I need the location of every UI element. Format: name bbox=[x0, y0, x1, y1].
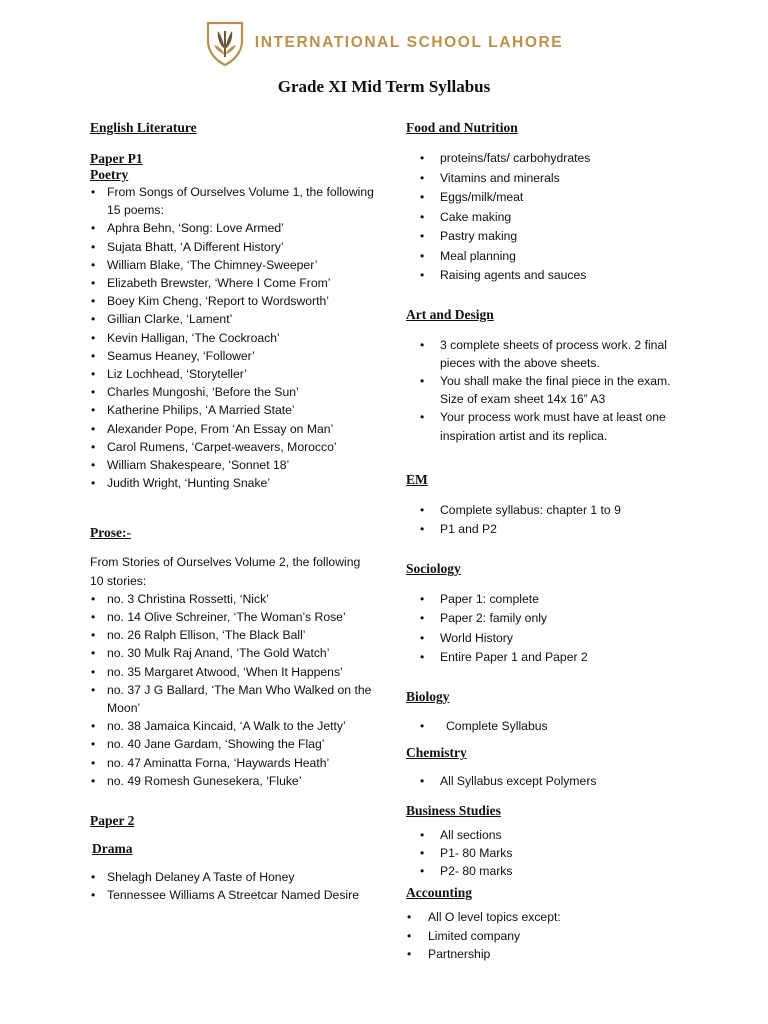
list-item: • Complete Syllabus bbox=[406, 717, 696, 737]
list-item: • Tennessee Williams A Streetcar Named Desire bbox=[90, 886, 375, 904]
list-item: • Meal planning bbox=[406, 247, 696, 267]
list-item: • 3 complete sheets of process work. 2 final pieces with the above sheets. bbox=[406, 336, 696, 372]
prose-heading: Prose:- bbox=[90, 525, 131, 541]
list-item: • Liz Lochhead, ‘Storyteller’ bbox=[90, 365, 375, 383]
chemistry-heading: Chemistry bbox=[406, 745, 467, 761]
paper-p1-heading: Paper P1 bbox=[90, 151, 143, 166]
em-list bbox=[406, 501, 696, 540]
em-heading: EM bbox=[406, 471, 428, 487]
right-column bbox=[406, 119, 696, 963]
food-nutrition-heading: Food and Nutrition bbox=[406, 120, 518, 135]
list-item: • All sections bbox=[406, 826, 696, 844]
list-item: • Raising agents and sauces bbox=[406, 266, 696, 286]
list-item: • All Syllabus except Polymers bbox=[406, 772, 696, 792]
poetry-list bbox=[90, 183, 375, 492]
list-item: • no. 49 Romesh Gunesekera, ‘Fluke’ bbox=[90, 772, 375, 790]
list-item: • Boey Kim Cheng, ‘Report to Wordsworth’ bbox=[90, 292, 375, 310]
biology-list bbox=[406, 717, 696, 737]
drama-list bbox=[90, 868, 375, 904]
list-item: • Vitamins and minerals bbox=[406, 169, 696, 189]
list-item: • Kevin Halligan, ‘The Cockroach’ bbox=[90, 329, 375, 347]
biology-heading: Biology bbox=[406, 688, 450, 704]
list-item: • no. 30 Mulk Raj Anand, ‘The Gold Watch’ bbox=[90, 644, 375, 662]
list-item: • P2- 80 marks bbox=[406, 862, 696, 880]
list-item: • Aphra Behn, ‘Song: Love Armed’ bbox=[90, 219, 375, 237]
accounting-heading: Accounting bbox=[406, 885, 473, 901]
list-item: • Shelagh Delaney A Taste of Honey bbox=[90, 868, 375, 886]
list-item: • Seamus Heaney, ‘Follower’ bbox=[90, 347, 375, 365]
art-design-list bbox=[406, 336, 696, 445]
business-studies-heading: Business Studies bbox=[406, 802, 501, 818]
prose-list bbox=[90, 590, 375, 790]
list-item: • no. 14 Olive Schreiner, ‘The Woman’s Rose’ bbox=[90, 608, 375, 626]
list-item: • P1 and P2 bbox=[406, 520, 696, 540]
business-studies-list bbox=[406, 826, 696, 881]
list-item: • Eggs/milk/meat bbox=[406, 188, 696, 208]
sociology-heading: Sociology bbox=[406, 560, 461, 576]
page-title: Grade XI Mid Term Syllabus bbox=[277, 77, 491, 96]
school-header bbox=[0, 18, 768, 68]
list-item: • You shall make the final piece in the exam. Size of exam sheet 14x 16” A3 bbox=[406, 372, 696, 408]
list-item: • no. 40 Jane Gardam, ‘Showing the Flag’ bbox=[90, 735, 375, 753]
accounting-list bbox=[406, 908, 696, 963]
list-item: • Limited company bbox=[406, 927, 696, 945]
list-item: • William Blake, ‘The Chimney-Sweeper’ bbox=[90, 256, 375, 274]
list-item: • Katherine Philips, ‘A Married State’ bbox=[90, 401, 375, 419]
left-column bbox=[90, 119, 375, 905]
food-nutrition-list bbox=[406, 149, 696, 286]
list-item: • Elizabeth Brewster, ‘Where I Come From’ bbox=[90, 274, 375, 292]
prose-intro: From Stories of Ourselves Volume 2, the following 10 stories: bbox=[90, 555, 361, 588]
art-design-heading: Art and Design bbox=[406, 306, 494, 322]
list-item: • no. 3 Christina Rossetti, ‘Nick’ bbox=[90, 590, 375, 608]
list-item: • Carol Rumens, ‘Carpet-weavers, Morocco’ bbox=[90, 438, 375, 456]
drama-heading: Drama bbox=[92, 841, 133, 857]
list-item: • Paper 2: family only bbox=[406, 609, 696, 629]
list-item: • P1- 80 Marks bbox=[406, 844, 696, 862]
list-item: • Sujata Bhatt, ‘A Different History’ bbox=[90, 238, 375, 256]
list-item: • William Shakespeare, ‘Sonnet 18’ bbox=[90, 456, 375, 474]
list-item: • Gillian Clarke, ‘Lament’ bbox=[90, 310, 375, 328]
list-item: • no. 37 J G Ballard, ‘The Man Who Walked on the Moon’ bbox=[90, 681, 375, 717]
list-item: • no. 35 Margaret Atwood, ‘When It Happens’ bbox=[90, 663, 375, 681]
list-item: • Your process work must have at least one inspiration artist and its replica. bbox=[406, 408, 696, 444]
list-item: • Pastry making bbox=[406, 227, 696, 247]
list-item: • Paper 1: complete bbox=[406, 590, 696, 610]
list-item: • Alexander Pope, From ‘An Essay on Man’ bbox=[90, 420, 375, 438]
list-item: • World History bbox=[406, 629, 696, 649]
school-name: INTERNATIONAL SCHOOL LAHORE bbox=[254, 34, 564, 51]
poetry-heading: Poetry bbox=[90, 167, 129, 182]
list-item: • Cake making bbox=[406, 208, 696, 228]
list-item: • All O level topics except: bbox=[406, 908, 696, 926]
paper-2-heading: Paper 2 bbox=[90, 813, 135, 829]
chemistry-list bbox=[406, 772, 696, 792]
list-item: • Partnership bbox=[406, 945, 696, 963]
list-item: • From Songs of Ourselves Volume 1, the following 15 poems: bbox=[90, 183, 375, 219]
list-item: • proteins/fats/ carbohydrates bbox=[406, 149, 696, 169]
sociology-list bbox=[406, 590, 696, 668]
list-item: • no. 47 Aminatta Forna, ‘Haywards Heath’ bbox=[90, 754, 375, 772]
list-item: • Charles Mungoshi, ‘Before the Sun’ bbox=[90, 383, 375, 401]
school-crest-icon bbox=[205, 19, 245, 67]
list-item: • Complete syllabus: chapter 1 to 9 bbox=[406, 501, 696, 521]
list-item: • no. 26 Ralph Ellison, ‘The Black Ball’ bbox=[90, 626, 375, 644]
list-item: • no. 38 Jamaica Kincaid, ‘A Walk to the Jetty’ bbox=[90, 717, 375, 735]
english-literature-heading: English Literature bbox=[90, 120, 197, 135]
list-item: • Judith Wright, ‘Hunting Snake’ bbox=[90, 474, 375, 492]
list-item: • Entire Paper 1 and Paper 2 bbox=[406, 648, 696, 668]
